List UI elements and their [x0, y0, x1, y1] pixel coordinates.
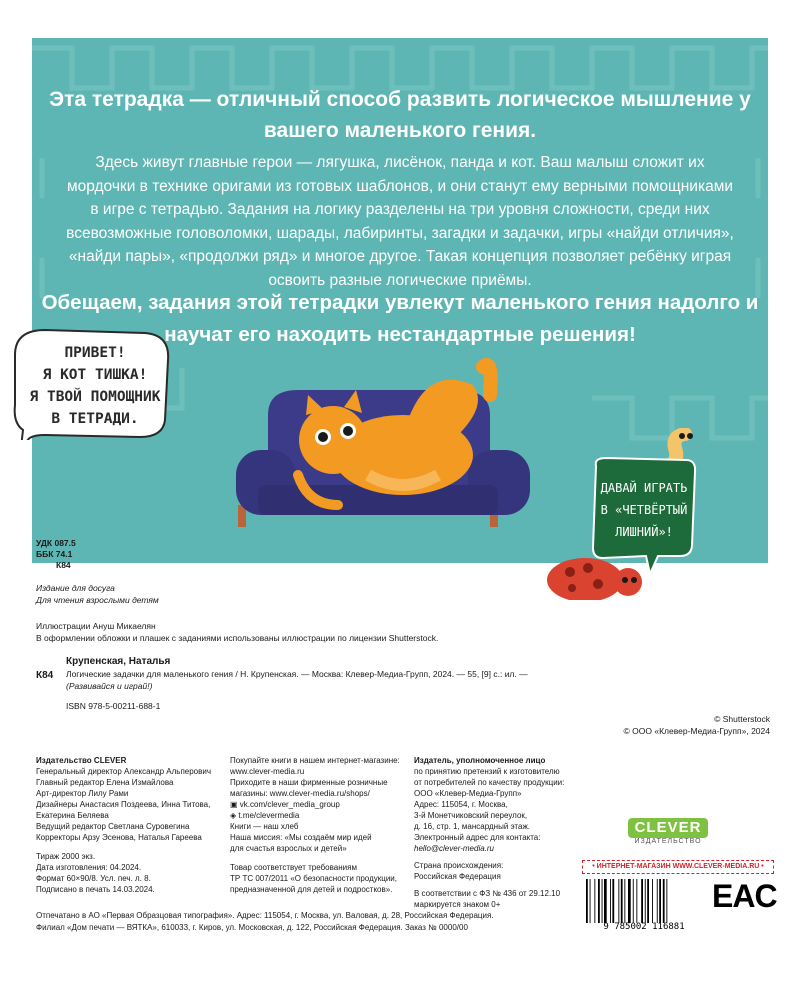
- contact-line: Электронный адрес для контакта:: [414, 833, 541, 842]
- barcode-bar: [621, 879, 623, 923]
- imprint-column-2: [230, 755, 410, 895]
- barcode-bar: [641, 879, 643, 923]
- copyright-block: [430, 713, 770, 737]
- cat-line-3: Я ТВОЙ ПОМОЩНИК: [29, 389, 161, 405]
- barcode-number: 9 785002 116881: [603, 922, 685, 932]
- barcode-bar: [647, 879, 649, 923]
- vk-link[interactable]: ▣ vk.com/clever_media_group: [230, 800, 340, 809]
- barcode-bar: [636, 879, 637, 923]
- udc-codes: [36, 538, 76, 571]
- barcode-bar: [618, 879, 619, 923]
- age-mark: маркируется знаком 0+: [414, 900, 501, 909]
- cat-on-sofa-illustration: [228, 355, 538, 575]
- contact-line: по принятию претензий к изготовителю: [414, 767, 560, 776]
- telegram-url[interactable]: t.me/clevermedia: [238, 811, 300, 820]
- spacer: [230, 854, 410, 862]
- illustrator: Иллюстрации Ануш Микаелян: [36, 621, 156, 631]
- udc-code: УДК 087.5: [36, 538, 76, 548]
- shop-url[interactable]: www.clever-media.ru: [230, 767, 305, 776]
- imprint-line: Арт-директор Лилу Рами: [36, 789, 129, 798]
- origin-label: Страна происхождения:: [414, 861, 504, 870]
- clever-logo: CLEVER: [628, 818, 708, 838]
- purpose-line-1: Издание для досуга: [36, 583, 115, 593]
- ladybug-illustration: [540, 540, 650, 600]
- barcode-bar: [663, 879, 665, 923]
- publisher-name: Издательство CLEVER: [36, 756, 127, 765]
- printer-info: [36, 910, 576, 934]
- barcode-bar: [659, 879, 661, 923]
- mission: Наша миссия: «Мы создаём мир идей: [230, 833, 372, 842]
- manufacture-date: Дата изготовления: 04.2024.: [36, 863, 142, 872]
- barcode-bar: [645, 879, 646, 923]
- worm-line-3: ЛИШНИЙ»!: [615, 525, 673, 539]
- shop-line: Покупайте книги в нашем интернет-магазине:: [230, 756, 400, 765]
- telegram-link[interactable]: ◈ t.me/clevermedia: [230, 811, 300, 820]
- purpose-line-2: Для чтения взрослыми детям: [36, 595, 159, 605]
- barcode-bar: [633, 879, 634, 923]
- online-shop-banner[interactable]: • ИНТЕРНЕТ-МАГАЗИН WWW.CLEVER-MEDIA.RU •: [582, 860, 774, 874]
- imprint-line: Екатерина Беляева: [36, 811, 109, 820]
- cat-line-1: ПРИВЕТ!: [64, 345, 126, 361]
- contact-line: Адрес: 115054, г. Москва,: [414, 800, 508, 809]
- barcode-bar: [628, 879, 631, 923]
- barcode-bar: [590, 879, 591, 923]
- barcode-bar: [604, 879, 607, 923]
- imprint-column-1: [36, 755, 236, 895]
- barcode-bar: [612, 879, 614, 923]
- isbn: ISBN 978-5-00211-688-1: [66, 701, 161, 711]
- contact-line: 3-й Монетчиковский переулок,: [414, 811, 528, 820]
- origin-country: Российская Федерация: [414, 872, 501, 881]
- barcode-bar: [624, 879, 625, 923]
- imprint-line: Генеральный директор Александр Альперович: [36, 767, 212, 776]
- imprint-column-3: [414, 755, 604, 910]
- barcode-bar: [652, 879, 653, 923]
- format: Формат 60×90/8. Усл. печ. л. 8.: [36, 874, 151, 883]
- worm-line-1: ДАВАЙ ИГРАТЬ: [600, 481, 688, 495]
- promise-text: Обещаем, задания этой тетрадки увлекут маленького гения надолго и научат его находить нестандартные решения!: [41, 291, 759, 346]
- slogan: Книги — наш хлеб: [230, 822, 299, 831]
- contact-line: ООО «Клевер-Медиа-Групп»: [414, 789, 522, 798]
- barcode-bar: [610, 879, 611, 923]
- contact-line: д. 16, стр. 1, мансардный этаж.: [414, 822, 531, 831]
- conformity: предназначенной для детей и подростков».: [230, 885, 393, 894]
- shops-url[interactable]: магазины: www.clever-media.ru/shops/: [230, 789, 370, 798]
- spacer: [36, 843, 236, 851]
- barcode-bar: [586, 879, 588, 923]
- age-law: В соответствии с ФЗ № 436 от 29.12.10: [414, 889, 561, 898]
- printer-line-2: Филиал «Дом печати — ВЯТКА», 610033, г. Киров, ул. Московская, д. 122, Российская Федерация. Заказ № 0000/00: [36, 923, 468, 932]
- license-note: В оформлении обложки и плашек с заданиями использованы иллюстрации по лицензии Shutterstock.: [36, 633, 439, 643]
- barcode-bar: [657, 879, 658, 923]
- title-line: Логические задачки для маленького гения / Н. Крупенская. — Москва: Клевер-Медиа-Групп, 2024. — 55, [9] с.: ил. —: [66, 669, 528, 679]
- worm-message: [592, 477, 696, 543]
- purpose-text: [36, 582, 159, 606]
- print-run: Тираж 2000 экз.: [36, 852, 96, 861]
- author-name: Крупенская, Наталья: [66, 656, 171, 667]
- imprint-line: Главный редактор Елена Измайлова: [36, 778, 174, 787]
- bbk-code: ББК 74.1: [36, 549, 73, 559]
- cat-line-4: В ТЕТРАДИ.: [51, 411, 139, 427]
- author-mark: К84: [56, 560, 71, 570]
- barcode-bar: [666, 879, 667, 923]
- eac-mark: EAC: [712, 878, 777, 914]
- lead-text: Эта тетрадка — отличный способ развить логическое мышление у вашего маленького гения.: [49, 88, 751, 142]
- worm-line-2: В «ЧЕТВЁРТЫЙ: [600, 503, 688, 517]
- imprint-line: Дизайнеры Анастасия Поздеева, Инна Титова,: [36, 800, 211, 809]
- k84-mark: К84: [36, 670, 54, 681]
- description-text: Здесь живут главные герои — лягушка, лисёнок, панда и кот. Ваш малыш сложит их мордочки в технике оригами из готовых шаблонов, и они станут ему верными помощниками в игре с тетрадью. Задания на логику разделены на три уровня сложности, среди них всевозможные головоломки, шарады, лабиринты, загадки и задачки, игры «найди отличия», «найди пары», «продолжи ряд» и многое другое. Такая концепция позволяет ребёнку играя освоить разные логические приёмы.: [66, 154, 734, 289]
- barcode-bar: [598, 879, 600, 923]
- signed-date: Подписано в печать 14.03.2024.: [36, 885, 155, 894]
- imprint-line: Корректоры Арзу Эсенова, Наталья Гареева: [36, 833, 202, 842]
- copyright-publisher: © ООО «Клевер-Медиа-Групп», 2024: [623, 726, 770, 736]
- barcode: [584, 877, 704, 925]
- clever-logo-sub: ИЗДАТЕЛЬСТВО: [634, 838, 702, 845]
- contact-line: от потребителей по качеству продукции:: [414, 778, 565, 787]
- barcode-bar: [594, 879, 595, 923]
- conformity: Товар соответствует требованиям: [230, 863, 357, 872]
- printer-line-1: Отпечатано в АО «Первая Образцовая типография». Адрес: 115054, г. Москва, ул. Валовая, д. 28, Российская Федерация.: [36, 911, 494, 920]
- cat-line-2: Я КОТ ТИШКА!: [42, 367, 148, 383]
- copyright-shutterstock: © Shutterstock: [714, 714, 770, 724]
- conformity: ТР ТС 007/2011 «О безопасности продукции,: [230, 874, 397, 883]
- bibliographic-record: [66, 656, 626, 712]
- mission: для счастья взрослых и детей»: [230, 844, 347, 853]
- shop-line: Приходите в наши фирменные розничные: [230, 778, 388, 787]
- barcode-bar: [602, 879, 603, 923]
- illustrations-credit: [36, 620, 596, 644]
- series-name: (Развивайся и играй!): [66, 681, 153, 691]
- contact-email[interactable]: hello@clever-media.ru: [414, 844, 495, 853]
- cat-greeting: [26, 342, 164, 430]
- vk-url[interactable]: vk.com/clever_media_group: [239, 800, 340, 809]
- publisher-contact: Издатель, уполномоченное лицо: [414, 756, 546, 765]
- imprint-line: Ведущий редактор Светлана Суровегина: [36, 822, 190, 831]
